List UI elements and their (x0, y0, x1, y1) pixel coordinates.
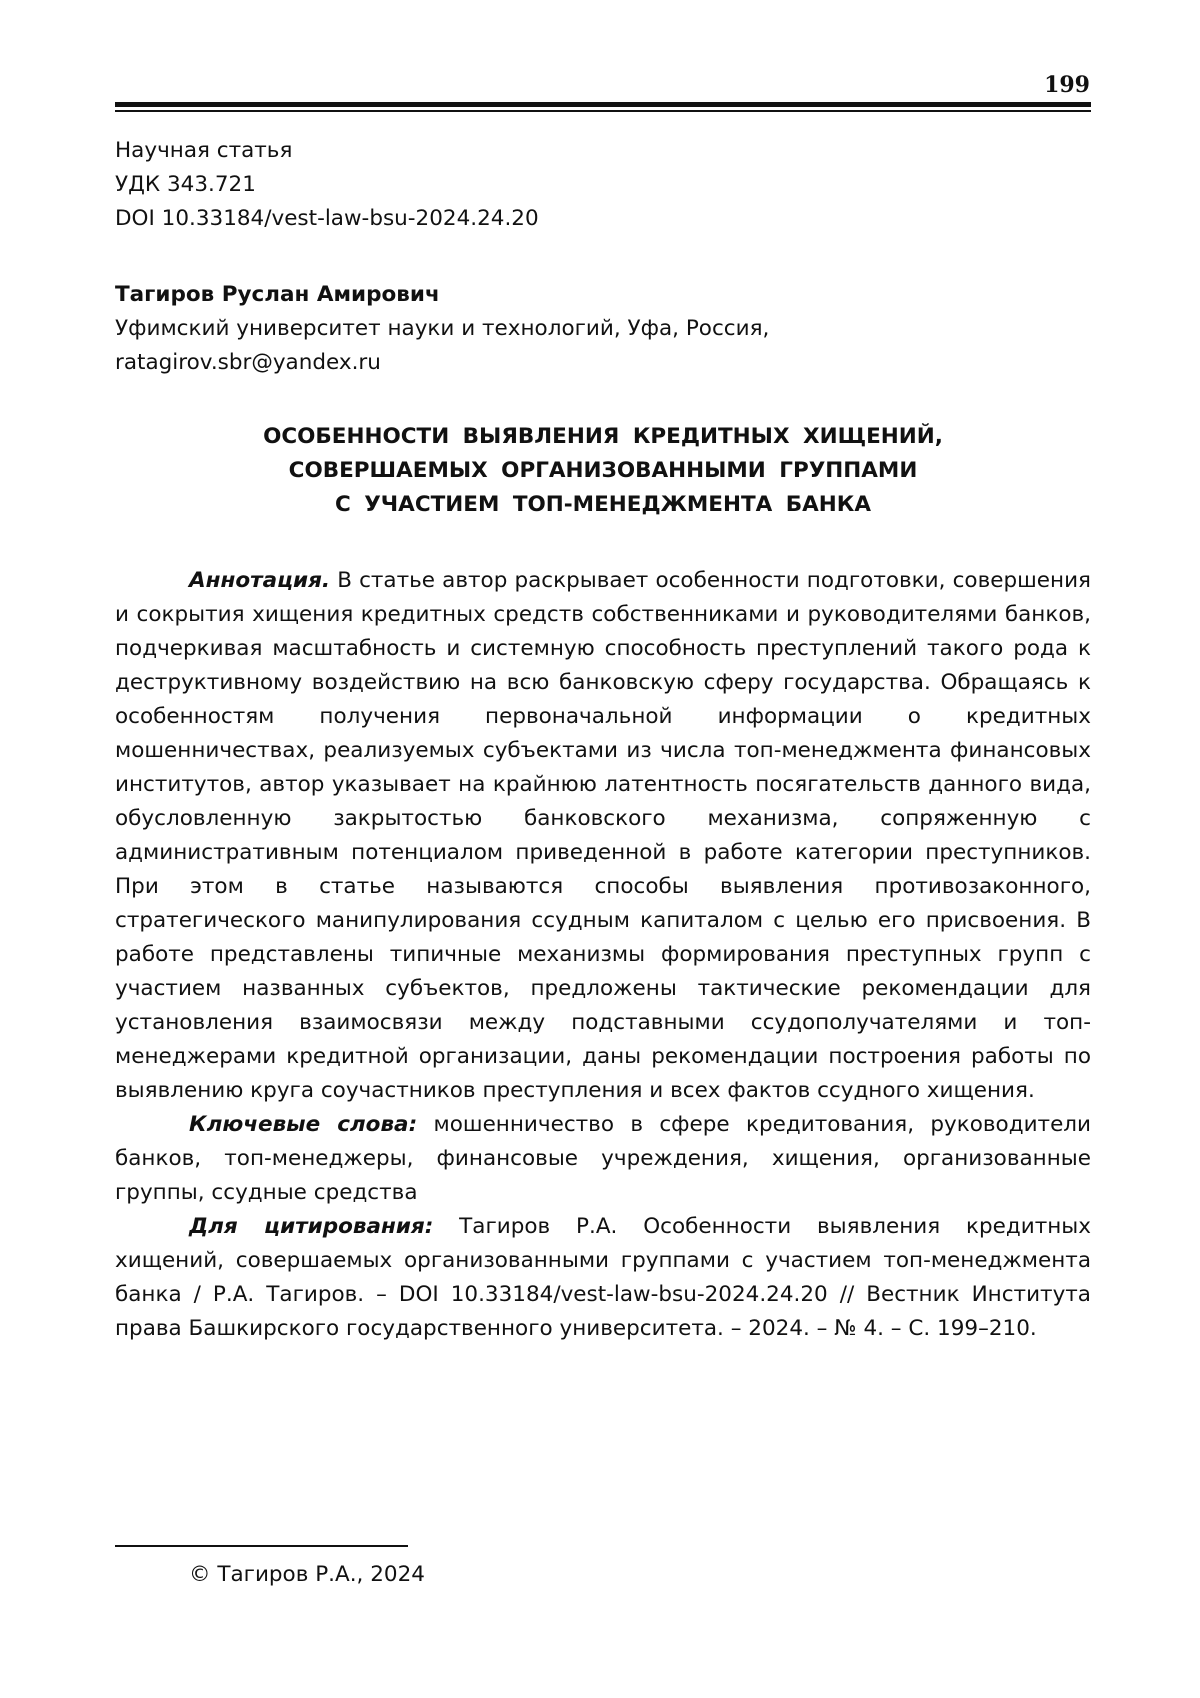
title-line: С УЧАСТИЕМ ТОП-МЕНЕДЖМЕНТА БАНКА (334, 492, 872, 517)
title-line: ОСОБЕННОСТИ ВЫЯВЛЕНИЯ КРЕДИТНЫХ ХИЩЕНИЙ, (263, 424, 943, 449)
udc-code: УДК 343.721 (115, 172, 256, 197)
article-body (115, 564, 1091, 1346)
author-affiliation: Уфимский университет науки и технологий, Уфа, Россия, (115, 316, 770, 341)
author-block (115, 278, 769, 380)
abstract-text: В статье автор раскрывает особенности подготовки, совершения и сокрытия хищения кредитных средств собственниками и руководителями банков, подчеркивая масштабность и системную способность преступлений такого рода к деструктивному воздействию на всю банковскую сферу государства. Обращаясь к особенностям получения первоначальной информации о кредитных мошенничествах, реализуемых субъектами из числа топ-менеджмента финансовых институтов, автор указывает на крайнюю латентность посягательств данного вида, обусловленную закрытостью банковского механизма, сопряженную с административным потенциалом приведенной в работе категории преступников. При этом в статье называются способы выявления противозаконного, стратегического манипулирования ссудным капиталом с целью его присвоения. В работе представлены типичные механизмы формирования преступных групп с участием названных субъектов, предложены тактические рекомендации для установления взаимосвязи между подставными ссудополучателями и топ-менеджерами кредитной организации, даны рекомендации построения работы по выявлению круга соучастников преступления и всех фактов ссудного хищения. (115, 568, 1091, 1103)
keywords-text: мошенничество в сфере кредитования, руководители банков, топ-менеджеры, финансовые учреждения, хищения, организованные группы, ссудные средства (115, 1112, 1092, 1205)
keywords-label: Ключевые слова: (189, 1112, 418, 1137)
copyright-footnote: © Тагиров Р.А., 2024 (189, 1562, 425, 1587)
citation-paragraph (115, 1210, 1091, 1346)
header-rule (115, 102, 1091, 107)
abstract-paragraph (115, 564, 1091, 1108)
article-title (115, 420, 1091, 522)
abstract-label: Аннотация. (189, 568, 331, 593)
citation-label: Для цитирования: (189, 1214, 434, 1239)
page-number: 199 (1044, 72, 1090, 98)
footnote-rule (115, 1545, 408, 1547)
header-rule-thin (115, 110, 1091, 112)
author-email: ratagirov.sbr@yandex.ru (115, 350, 381, 375)
citation-text: Тагиров Р.А. Особенности выявления кредитных хищений, совершаемых организованными группами с участием топ-менеджмента банка / Р.А. Тагиров. – DOI 10.33184/vest-law-bsu-2024.24.20 // Вестник Института права Башкирского государственного университета. – 2024. – № 4. – С. 199–210. (115, 1214, 1091, 1341)
keywords-paragraph (115, 1108, 1091, 1210)
article-type: Научная статья (115, 138, 293, 163)
article-meta (115, 134, 539, 236)
author-name: Тагиров Руслан Амирович (115, 282, 440, 307)
doi: DOI 10.33184/vest-law-bsu-2024.24.20 (115, 206, 539, 231)
title-line: СОВЕРШАЕМЫХ ОРГАНИЗОВАННЫМИ ГРУППАМИ (288, 458, 918, 483)
